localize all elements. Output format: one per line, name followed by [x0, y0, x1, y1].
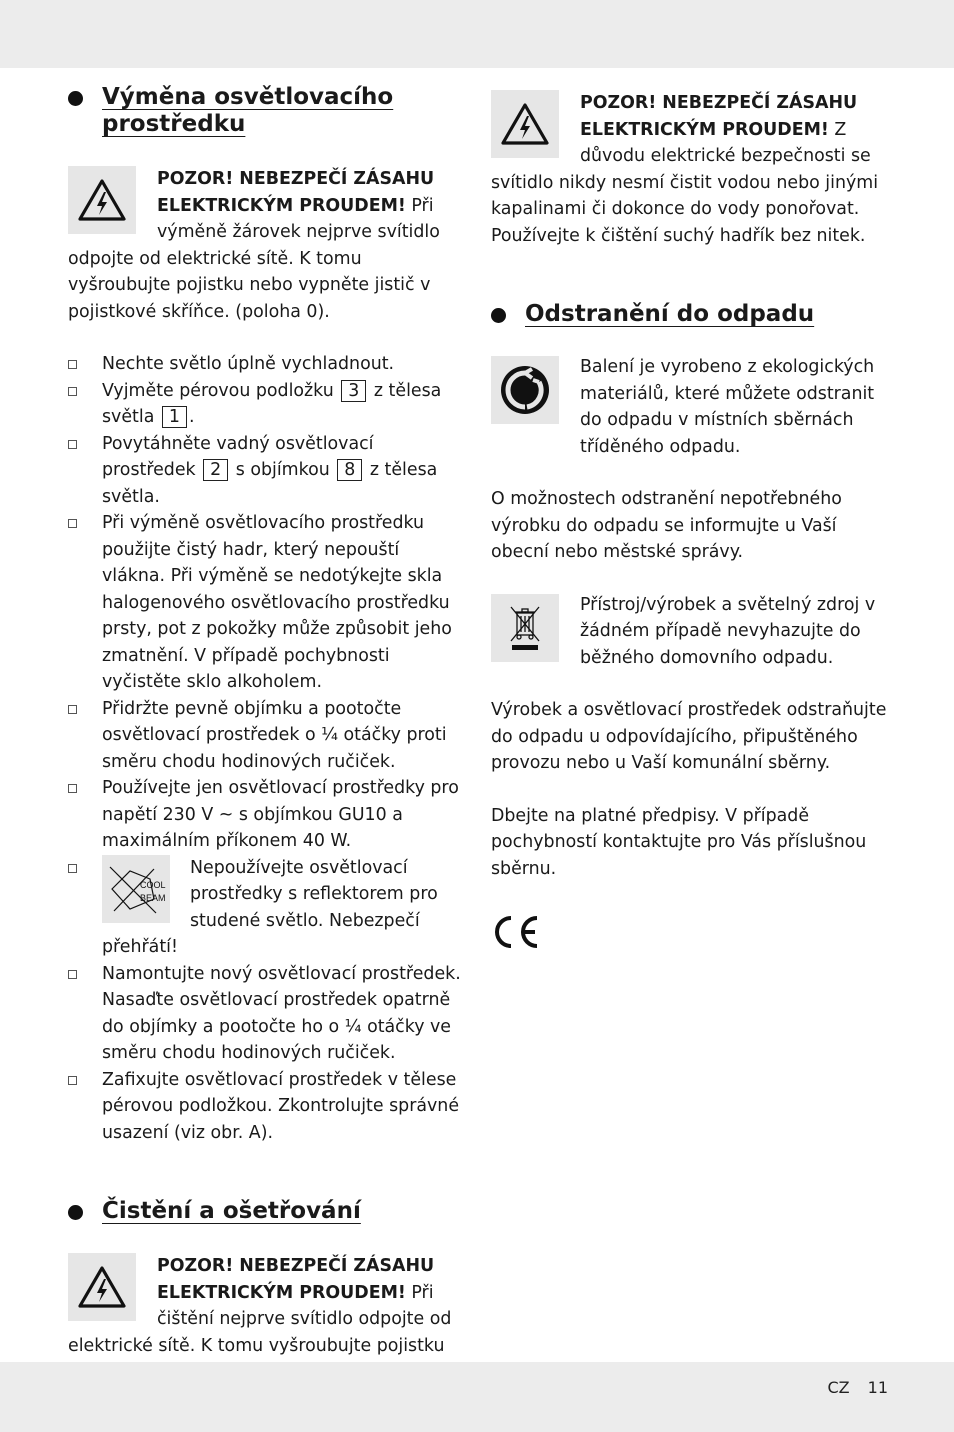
part-reference: 2: [203, 459, 228, 481]
svg-text:BEAM: BEAM: [140, 892, 166, 903]
page-number: 11: [867, 1378, 888, 1397]
checkbox-bullet: [68, 705, 77, 714]
list-item: Povytáhněte vadný osvětlovací prostředek 2 s objímkou 8 z tělesa světla.: [68, 431, 463, 511]
list-item: Nechte světlo úplně vychladnout.: [68, 351, 463, 378]
electric-hazard-icon: [68, 166, 136, 234]
electric-hazard-icon: [491, 90, 559, 158]
part-reference: 8: [337, 459, 362, 481]
right-column: [491, 84, 888, 959]
cool-beam-prohibited-icon: [102, 855, 170, 923]
ce-mark-icon: [491, 914, 888, 959]
checkbox-bullet: [68, 970, 77, 979]
list-item: Používejte jen osvětlovací prostředky pro napětí 230 V ~ s objímkou GU10 a maximálním příkonem 40 W.: [68, 775, 463, 855]
part-reference: 1: [162, 406, 187, 428]
top-band: [0, 0, 954, 68]
list-item: Přidržte pevně objímku a pootočte osvětlovací prostředek o ¼ otáčky proti směru chodu hodinových ručiček.: [68, 696, 463, 776]
electric-warning-block: [68, 166, 463, 325]
electric-warning-block: [491, 90, 888, 249]
checkbox-bullet: [68, 784, 77, 793]
checkbox-bullet: [68, 440, 77, 449]
checkbox-bullet: [68, 864, 77, 873]
disposal-info-text: Dbejte na platné předpisy. V případě pochybností kontaktujte pro Vás příslušnou sběrnu.: [491, 805, 867, 879]
disposal-info-text: Výrobek a osvětlovací prostředek odstraňujte do odpadu u odpovídajícího, připuštěného provozu nebo u Vaší komunální sběrny.: [491, 700, 887, 773]
warning-heading: POZOR! NEBEZPEČÍ ZÁSAHU ELEKTRICKÝM PROUDEM!: [157, 1256, 435, 1303]
heading-bullet: [68, 91, 83, 106]
warning-text: Při výměně žárovek nejprve svítidlo odpojte od elektrické sítě. K tomu vyšroubujte pojistku nebo vypněte jistič v pojistkové skříňce. (poloha 0).: [68, 195, 440, 322]
language-code: CZ: [827, 1378, 850, 1397]
warning-heading: POZOR! NEBEZPEČÍ ZÁSAHU ELEKTRICKÝM PROUDEM!: [580, 93, 858, 140]
warning-text: Z důvodu elektrické bezpečnosti se svítidlo nikdy nesmí čistit vodou nebo jinými kapalinami či dokonce do vody ponořovat. Používejte k čištění suchý hadřík bez nitek.: [491, 119, 879, 246]
list-item: Vyjměte pérovou podložku 3 z tělesa světla 1 .: [68, 378, 463, 431]
section-title-lamp-replacement: Výměna osvětlovacího prostředku: [68, 84, 463, 138]
list-item: Namontujte nový osvětlovací prostředek. Nasaďte osvětlovací prostředek opatrně do objímky a pootočte ho o ¼ otáčky ve směru chodu hodinových ručiček.: [68, 961, 463, 1067]
warning-heading: POZOR! NEBEZPEČÍ ZÁSAHU ELEKTRICKÝM PROUDEM!: [157, 169, 435, 216]
checkbox-bullet: [68, 519, 77, 528]
crossed-bin-icon: [491, 594, 559, 662]
disposal-info-text: O možnostech odstranění nepotřebného výrobku do odpadu se informujte u Vaší obecní nebo městské správy.: [491, 489, 842, 562]
heading-bullet: [491, 308, 506, 323]
list-item: Zafixujte osvětlovací prostředek v tělese pérovou podložkou. Zkontrolujte správné usazení (viz obr. A).: [68, 1067, 463, 1147]
list-item: Při výměně osvětlovacího prostředku použijte čistý hadr, který nepouští vlákna. Při výměně se nedotýkejte skla halogenového osvětlovacího prostředku prsty, pot z pokožky může způsobit jeho zmatnění. V případě pochybnosti vyčistěte sklo alkoholem.: [68, 510, 463, 696]
page-footer: [828, 1378, 889, 1397]
packaging-info: Balení je vyrobeno z ekologických materiálů, které můžete odstranit do odpadu v místních sběrnách tříděného odpadu.: [491, 354, 888, 460]
checkbox-bullet: [68, 1076, 77, 1085]
checkbox-bullet: [68, 387, 77, 396]
green-dot-recycling-icon: [491, 356, 559, 424]
list-item: COOL BEAM Nepoužívejte osvětlovací prostředky s reflektorem pro studené světlo. Nebezpečí přehřátí!: [68, 855, 463, 961]
bottom-band: [0, 1362, 954, 1432]
instruction-list: [68, 351, 463, 1146]
left-column: [68, 84, 463, 1412]
svg-text:COOL: COOL: [140, 879, 166, 890]
section-title-cleaning: Čistění a ošetřování: [68, 1198, 463, 1225]
electric-hazard-icon: [68, 1253, 136, 1321]
heading-bullet: [68, 1205, 83, 1220]
section-title-disposal: Odstranění do odpadu: [491, 301, 888, 328]
warning-text: Při čištění nejprve svítidlo odpojte od elektrické sítě. K tomu vyšroubujte pojistku: [68, 1282, 452, 1356]
part-reference: 3: [341, 380, 366, 402]
checkbox-bullet: [68, 360, 77, 369]
weee-info: Přístroj/výrobek a světelný zdroj v žádném případě nevyhazujte do běžného domovního odpadu.: [491, 592, 888, 672]
